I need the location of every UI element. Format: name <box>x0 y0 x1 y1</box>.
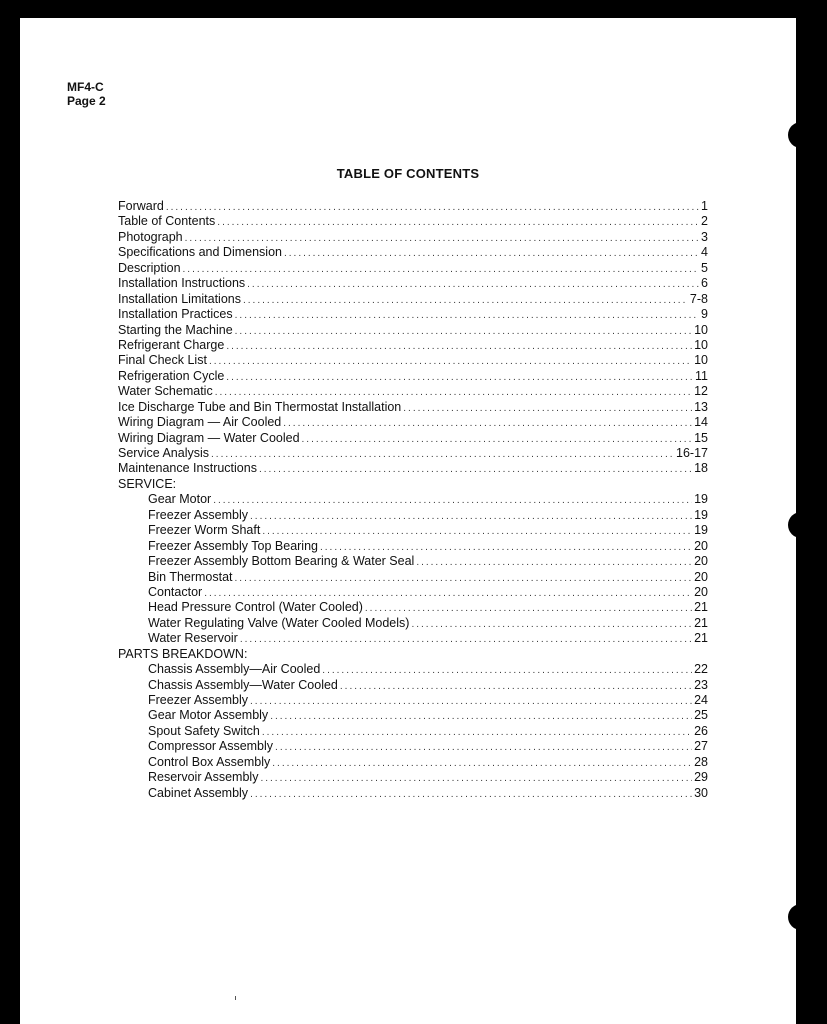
toc-entry <box>118 724 708 739</box>
dot-leader <box>235 324 692 339</box>
toc-entry-label: Compressor Assembly <box>148 739 274 754</box>
page-header <box>67 80 106 108</box>
toc-entry-label: Bin Thermostat <box>148 569 233 584</box>
toc-entry-page: 14 <box>694 415 708 430</box>
toc-entry <box>118 353 708 368</box>
toc-entry-label: Refrigeration Cycle <box>118 368 225 383</box>
dot-leader <box>183 262 700 277</box>
toc-entry-label: Head Pressure Control (Water Cooled) <box>148 600 363 615</box>
toc-entry-page: 21 <box>694 631 708 646</box>
toc-entry-label: Specifications and Dimension <box>118 245 282 260</box>
dot-leader <box>272 756 692 771</box>
toc-entry <box>118 415 708 430</box>
punch-hole <box>788 904 814 930</box>
toc-entry <box>118 199 708 214</box>
dot-leader <box>403 401 692 416</box>
toc-entry <box>118 554 708 569</box>
toc-entry <box>118 739 708 754</box>
dot-leader <box>235 571 693 586</box>
dot-leader <box>226 370 693 385</box>
dot-leader <box>166 200 699 215</box>
toc-entry <box>118 400 708 415</box>
document-id: MF4-C <box>67 80 104 94</box>
toc-entry-label: Gear Motor <box>148 492 212 507</box>
dot-leader <box>226 339 692 354</box>
toc-entry-label: Maintenance Instructions <box>118 461 257 476</box>
toc-entry-page: 20 <box>694 584 708 599</box>
toc-entry-label: Forward <box>118 199 164 213</box>
toc-entry-page: 29 <box>694 770 708 785</box>
dot-leader <box>204 586 692 601</box>
toc-entry-page: 16-17 <box>676 446 708 460</box>
toc-entry <box>118 292 708 307</box>
toc-entry <box>118 245 708 260</box>
toc-entry-page: 3 <box>701 229 708 244</box>
toc-entry-label: Control Box Assembly <box>148 754 271 769</box>
toc-entry-page: 20 <box>694 554 708 569</box>
toc-entry-page: 19 <box>694 523 708 538</box>
toc-entry <box>118 446 708 461</box>
dot-leader <box>416 555 692 570</box>
dot-leader <box>185 231 699 246</box>
toc-entry <box>118 492 708 507</box>
toc-title: TABLE OF CONTENTS <box>336 166 480 181</box>
toc-entry <box>118 230 708 245</box>
toc-entry-label: Freezer Assembly Top Bearing <box>148 538 318 553</box>
toc-parts-entries <box>118 662 708 801</box>
toc-entry <box>118 431 708 446</box>
dot-leader <box>340 679 692 694</box>
toc-entry-page: 24 <box>694 693 708 707</box>
toc-entry-label: Water Schematic <box>118 384 213 399</box>
toc-entry <box>118 384 708 399</box>
toc-entry-page: 5 <box>701 260 708 275</box>
toc-entry <box>118 708 708 723</box>
toc-entry-page: 6 <box>701 276 708 291</box>
toc-entry-label: Installation Instructions <box>118 276 246 291</box>
toc-entry-page: 21 <box>694 600 708 615</box>
dot-leader <box>211 447 674 462</box>
dot-leader <box>235 308 699 323</box>
dot-leader <box>250 694 692 709</box>
toc-entry-page: 12 <box>694 384 708 399</box>
toc-entry <box>118 678 708 693</box>
document-page <box>20 18 796 1024</box>
toc-entry-label: Reservoir Assembly <box>148 770 259 785</box>
toc-entry-label: Ice Discharge Tube and Bin Thermostat Installation <box>118 399 402 414</box>
dot-leader <box>284 246 699 261</box>
toc-entry-label: Water Regulating Valve (Water Cooled Models) <box>148 615 410 630</box>
toc-entry-page: 19 <box>694 492 708 507</box>
page-number: Page 2 <box>67 94 106 108</box>
dot-leader <box>322 663 692 678</box>
toc-entry-label: Table of Contents <box>118 214 216 229</box>
toc-entry-page: 7-8 <box>689 291 708 306</box>
punch-hole <box>788 122 814 148</box>
toc-entry-label: Chassis Assembly—Water Cooled <box>148 677 338 692</box>
dot-leader <box>411 617 692 632</box>
stray-mark <box>235 996 236 1000</box>
toc-entry <box>118 523 708 538</box>
toc-entry-label: Gear Motor Assembly <box>148 708 269 723</box>
toc-entry-page: 22 <box>694 662 708 677</box>
dot-leader <box>260 771 692 786</box>
toc-entry-label: Spout Safety Switch <box>148 723 260 738</box>
toc-entry-page: 1 <box>701 199 708 213</box>
toc-entry-page: 25 <box>694 708 708 723</box>
dot-leader <box>275 740 692 755</box>
dot-leader <box>259 462 692 477</box>
toc-entry <box>118 323 708 338</box>
toc-entry-page: 10 <box>694 337 708 352</box>
toc-entry-page: 9 <box>701 307 708 322</box>
toc-entry-page: 10 <box>694 353 708 368</box>
toc-entry-page: 2 <box>701 214 708 229</box>
toc-entry <box>118 461 708 476</box>
dot-leader <box>262 725 692 740</box>
toc-entry-page: 28 <box>694 754 708 769</box>
dot-leader <box>262 524 692 539</box>
toc-entry-label: Freezer Assembly Bottom Bearing & Water Seal <box>148 554 415 569</box>
dot-leader <box>213 493 692 508</box>
toc-entry-label: Wiring Diagram — Water Cooled <box>118 430 300 445</box>
toc-entry <box>118 616 708 631</box>
toc-entry <box>118 786 708 801</box>
toc-entry-label: Freezer Assembly <box>148 693 249 707</box>
toc-entry-label: Refrigerant Charge <box>118 337 225 352</box>
parts-heading: PARTS BREAKDOWN: <box>118 646 248 661</box>
toc-entry <box>118 508 708 523</box>
dot-leader <box>365 601 692 616</box>
dot-leader <box>250 787 692 802</box>
toc-entry-label: Freezer Assembly <box>148 507 249 522</box>
toc-entry <box>118 631 708 646</box>
toc-entry-page: 23 <box>694 677 708 692</box>
dot-leader <box>243 293 688 308</box>
toc-entry <box>118 261 708 276</box>
toc-entry-page: 20 <box>694 569 708 584</box>
toc-entry-page: 30 <box>694 785 708 800</box>
punch-hole <box>788 512 814 538</box>
toc-entry <box>118 539 708 554</box>
toc-entry-page: 20 <box>694 538 708 553</box>
toc-entry-label: Final Check List <box>118 353 207 368</box>
toc-entry-page: 26 <box>694 723 708 738</box>
toc-entry-label: Installation Limitations <box>118 291 241 306</box>
toc-entry-page: 21 <box>694 615 708 630</box>
dot-leader <box>247 277 699 292</box>
toc-entry-label: Service Analysis <box>118 446 210 460</box>
toc-entry-label: Contactor <box>148 584 203 599</box>
toc-entry <box>118 276 708 291</box>
dot-leader <box>302 432 693 447</box>
toc-entry-page: 4 <box>701 245 708 260</box>
toc-entry <box>118 693 708 708</box>
toc-main-entries <box>118 199 708 477</box>
toc-entry-label: Cabinet Assembly <box>148 785 249 800</box>
toc-entry <box>118 214 708 229</box>
service-heading: SERVICE: <box>118 476 177 491</box>
toc-entry <box>118 755 708 770</box>
dot-leader <box>283 416 692 431</box>
toc-entry-page: 13 <box>694 399 708 414</box>
toc-entry-label: Photograph <box>118 229 183 244</box>
toc-entry-label: Wiring Diagram — Air Cooled <box>118 415 282 430</box>
toc-entry-label: Description <box>118 260 181 275</box>
toc-entry-page: 19 <box>694 507 708 522</box>
dot-leader <box>215 385 692 400</box>
toc-entry <box>118 338 708 353</box>
toc-entry <box>118 770 708 785</box>
toc-entry-page: 10 <box>694 322 708 337</box>
toc-entry <box>118 307 708 322</box>
toc-entry-page: 11 <box>695 368 708 383</box>
toc-service-entries <box>118 492 708 646</box>
dot-leader <box>217 215 699 230</box>
toc-entry-label: Starting the Machine <box>118 322 233 337</box>
dot-leader <box>320 540 692 555</box>
table-of-contents <box>118 199 708 801</box>
toc-entry-label: Chassis Assembly—Air Cooled <box>148 662 321 677</box>
toc-entry-label: Water Reservoir <box>148 631 238 646</box>
dot-leader <box>209 354 692 369</box>
toc-entry-label: Installation Practices <box>118 307 233 322</box>
toc-entry <box>118 585 708 600</box>
toc-entry <box>118 570 708 585</box>
toc-entry-page: 27 <box>694 739 708 754</box>
toc-entry-page: 15 <box>694 430 708 445</box>
toc-entry <box>118 600 708 615</box>
toc-entry <box>118 369 708 384</box>
toc-entry-label: Freezer Worm Shaft <box>148 523 261 538</box>
toc-entry-page: 18 <box>694 461 708 476</box>
dot-leader <box>250 509 692 524</box>
dot-leader <box>240 632 692 647</box>
toc-entry <box>118 662 708 677</box>
dot-leader <box>270 709 692 724</box>
